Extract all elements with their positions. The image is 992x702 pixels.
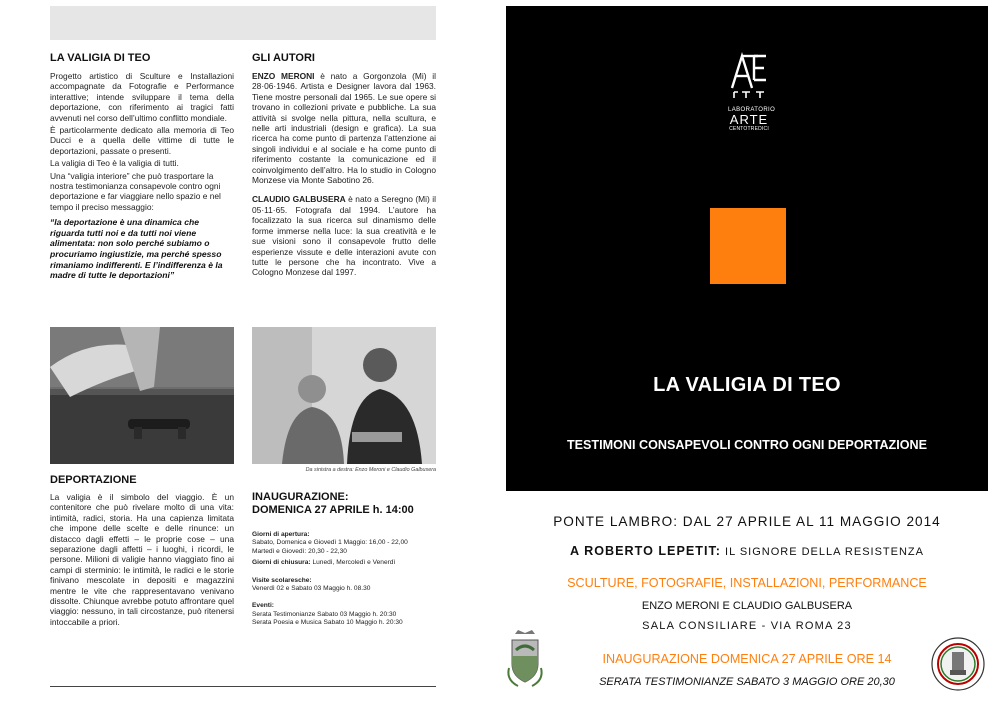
- info-disciplines: SCULTURE, FOTOGRAFIE, INSTALLAZIONI, PERFORMANCE: [567, 576, 927, 590]
- info-opening: INAUGURAZIONE DOMENICA 27 APRILE ORE 14: [602, 652, 892, 666]
- chiusura-value: Lunedì, Mercoledì e Venerdì: [310, 559, 396, 567]
- suitcase-photo: [50, 327, 234, 464]
- seal-icon: [930, 636, 986, 692]
- eventi-label: Eventi:: [252, 602, 274, 610]
- poster: [506, 6, 988, 491]
- valigia-title: LA VALIGIA DI TEO: [50, 52, 151, 64]
- autori-title: GLI AUTORI: [252, 52, 315, 64]
- arte-logo: [728, 50, 776, 132]
- deportazione-text: La valigia è il simbolo del viaggio. È un contenitore che può rivelare molto di una vita: intimità, radici, storia. Ha una capienza limitata che impone delle scelte e delle rinunce: un distacco dagli effetti – le proprie cose – una separazione dagli affetti – i luoghi, i ricordi, le persone. Milioni di valigie hanno viaggiato fino ai campi di sterminio: le intimità, le radici e le storie finivano mescolate in depositi e magazzini mentre le vite che rappresentavano venivano dissolte. Chiunque avrebbe potuto affrontare quel viaggio: nessuno, in tali circostanze, può ritenersi intoccabile a priori.: [50, 492, 234, 627]
- author-meroni-name: ENZO MERONI: [252, 71, 315, 81]
- info-venue: SALA CONSILIARE - VIA ROMA 23: [642, 620, 852, 632]
- inaugurazione-section: [252, 491, 442, 628]
- autori-section: [252, 52, 436, 278]
- valigia-quote: “la deportazione è una dinamica che riguarda tutti noi e da tutti noi viene alimentata: non solo perché subiamo o procuriamo ingiustizie, ma perché spesso rimaniamo indifferenti. E l’indifferenza è la madre di tutte le deportazioni”: [50, 217, 223, 281]
- deportazione-section: [50, 474, 234, 627]
- association-seal: [930, 636, 986, 692]
- chiusura-label: Giorni di chiusura:: [252, 559, 311, 567]
- bottom-divider: [50, 686, 436, 687]
- visite-value: Venerdì 02 e Sabato 03 Maggio h. 08.30: [252, 585, 371, 593]
- info-evening: SERATA TESTIMONIANZE SABATO 3 MAGGIO ORE 20,30: [599, 676, 895, 688]
- evento-line: Serata Testimonianze Sabato 03 Maggio h. 20:30: [252, 610, 397, 618]
- authors-image: [252, 327, 436, 464]
- poster-title: LA VALIGIA DI TEO: [653, 374, 841, 396]
- author-galbusera-text: è nato a Seregno (Mi) il 05·11·65. Fotografa dal 1994. L’autore ha focalizzato la sua ricerca sul dinamismo delle forme immerse nella luce: la sua creatività e le sue visioni sono il consapevole frutto delle esperienze vissute e delle interazioni avute con tutte le persone che ha incontrato. Vive a Cologno Monzese dal 1997.: [252, 194, 436, 278]
- inaugurazione-title: INAUGURAZIONE:: [252, 491, 349, 503]
- inaugurazione-date: DOMENICA 27 APRILE h. 14:00: [252, 504, 414, 516]
- deportazione-title: DEPORTAZIONE: [50, 474, 137, 486]
- logo-lab: LABORATORIO: [728, 107, 776, 113]
- valigia-paragraph: Progetto artistico di Sculture e Installazioni accompagnate da Fotografie e Performance interattive; intende sviluppare il tema della deportazione, con riferimento ai tragici fatti avvenuti nel corso dell’ultimo conflitto mondiale.: [50, 71, 234, 123]
- orange-square: [710, 208, 786, 284]
- header-band: [50, 6, 436, 40]
- info-artists: ENZO MERONI E CLAUDIO GALBUSERA: [641, 600, 853, 612]
- arte-logo-mark: [728, 50, 770, 100]
- opening-hours: [252, 531, 442, 628]
- apertura-line: Martedì e Giovedì: 20,30 - 22,30: [252, 547, 347, 555]
- visite-label: Visite scolaresche:: [252, 576, 312, 584]
- author-meroni-bio: [252, 71, 436, 185]
- author-meroni-text: è nato a Gorgonzola (Mi) il 28·06·1946. Artista e Designer lavora dal 1963. Tiene mostre personali dal 1965. Le sue opere si trovano in collezioni private e pubbliche. La sua attività si svolge nella pittura, nella scultura, e nelle arti industriali (design e grafica). La sua ricerca ha come punto di partenza l’attenzione ai singoli individui e al sociale e ha come punto di riferimento costante la comunicazione ed il coinvolgimento dell’altro. Ha lo studio in Cologno Monzese via Monte Sabotino 26.: [252, 71, 437, 186]
- logo-cento: CENTOTREDICI: [729, 126, 769, 132]
- apertura-line: Sabato, Domenica e Giovedì 1 Maggio: 16,00 - 22,00: [252, 539, 408, 547]
- info-dedication-name: A ROBERTO LEPETIT:: [570, 544, 721, 558]
- chiusura-row: [252, 559, 442, 567]
- crest-icon: [506, 628, 544, 690]
- author-galbusera-bio: [252, 194, 436, 277]
- evento-line: Serata Poesia e Musica Sabato 10 Maggio h. 20:30: [252, 619, 403, 627]
- info-dedication: [506, 544, 988, 558]
- valigia-section: [50, 52, 234, 281]
- valigia-paragraph: È particolarmente dedicato alla memoria di Teo Ducci e a quella delle vittime di tutte le deportazioni, passate o presenti.: [50, 125, 234, 156]
- apertura-label: Giorni di apertura:: [252, 531, 310, 538]
- poster-subtitle: TESTIMONI CONSAPEVOLI CONTRO OGNI DEPORTAZIONE: [566, 438, 928, 452]
- municipal-crest: [506, 628, 544, 690]
- authors-photo: [252, 327, 436, 464]
- logo-arte: ARTE: [729, 112, 769, 127]
- valigia-paragraph: La valigia di Teo è la valigia di tutti.: [50, 158, 179, 169]
- info-dedication-rest: IL SIGNORE DELLA RESISTENZA: [720, 546, 924, 558]
- author-galbusera-name: CLAUDIO GALBUSERA: [252, 194, 346, 205]
- photo-caption: Da sinistra a destra: Enzo Meroni e Claudio Galbusera: [305, 467, 436, 473]
- info-dates: PONTE LAMBRO: DAL 27 APRILE AL 11 MAGGIO 2014: [553, 514, 941, 529]
- valigia-text: [50, 71, 234, 212]
- suitcase-image: [50, 327, 234, 464]
- valigia-paragraph: Una “valigia interiore” che può trasportare la nostra testimonianza consapevole contro ogni deportazione e far viaggiare nello spazio e nel tempo il preciso messaggio:: [50, 170, 221, 212]
